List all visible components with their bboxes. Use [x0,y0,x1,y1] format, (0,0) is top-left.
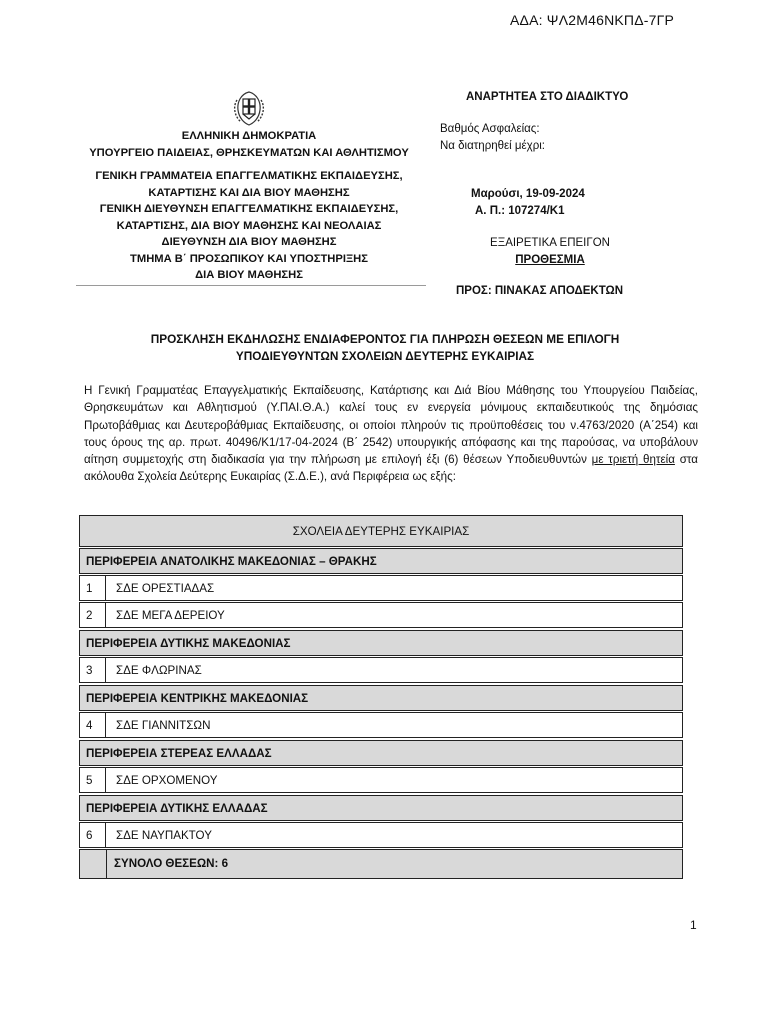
row-number: 2 [80,603,106,627]
dept-line: ΓΕΝΙΚΗ ΓΡΑΜΜΑΤΕΙΑ ΕΠΑΓΓΕΛΜΑΤΙΚΗΣ ΕΚΠΑΙΔΕΥΣΗΣ, [95,170,403,182]
region-row: ΠΕΡΙΦΕΡΕΙΑ ΣΤΕΡΕΑΣ ΕΛΛΑΔΑΣ [79,740,683,766]
title-line: ΥΠΟΔΙΕΥΘΥΝΤΩΝ ΣΧΟΛΕΙΩΝ ΔΕΥΤΕΡΗΣ ΕΥΚΑΙΡΙΑΣ [235,349,535,363]
row-number: 5 [80,768,106,792]
greek-emblem-icon [229,88,269,128]
security-block [440,121,545,154]
place-date: Μαρούσι, 19-09-2024 [471,188,585,200]
school-name: ΣΔΕ ΟΡΧΟΜΕΝΟΥ [116,774,218,787]
row-number: 3 [80,658,106,682]
region-row: ΠΕΡΙΦΕΡΕΙΑ ΚΕΝΤΡΙΚΗΣ ΜΑΚΕΔΟΝΙΑΣ [79,685,683,711]
row-number: 1 [80,576,106,600]
body-text-part: Η Γενική Γραμματέας Επαγγελματικής Εκπαίδευσης, Κατάρτισης και Διά Βίου Μάθησης του Υπουργείου Παιδείας, Θρησκευμάτων και Αθλητισμού (Υ.ΠΑΙ.Θ.Α.) καλεί τους εν ενεργεία μόνιμους εκπαιδευτικούς της δημόσιας Πρωτοβάθμιας και Δευτεροβάθμιας Εκπαίδευσης, οι οποίοι πληρούν τις προϋποθέσεις του ν.4763/2020 (Α΄254) και τους όρους της αρ. πρωτ. 40496/Κ1/17-04-2024 (Β΄ 2542) υπουργικής απόφασης και της παρούσας, να υποβάλουν αίτηση συμμετοχής στη διαδικασία για την πλήρωση με επιλογή έξι (6) θέσεων Υποδιευθυντών [84,384,698,467]
dept-line: ΔΙΑ ΒΙΟΥ ΜΑΘΗΣΗΣ [195,269,303,281]
dept-line: ΚΑΤΑΡΤΙΣΗΣ ΚΑΙ ΔΙΑ ΒΙΟΥ ΜΑΘΗΣΗΣ [148,186,350,199]
row-number: 4 [80,713,106,737]
total-positions: ΣΥΝΟΛΟ ΘΕΣΕΩΝ: 6 [114,857,229,870]
security-level-label: Βαθμός Ασφαλείας: [440,123,540,135]
keep-until-label: Να διατηρηθεί μέχρι: [440,139,545,152]
urgency-block [488,235,612,268]
table-row [79,822,683,848]
header-divider [76,285,426,286]
dept-line: ΓΕΝΙΚΗ ΔΙΕΥΘΥΝΣΗ ΕΠΑΓΓΕΛΜΑΤΙΚΗΣ ΕΚΠΑΙΔΕΥΣΗΣ, [99,203,399,215]
dept-line: ΚΑΤΑΡΤΙΣΗΣ, ΔΙΑ ΒΙΟΥ ΜΑΘΗΣΗΣ ΚΑΙ ΝΕΟΛΑΙΑΣ [116,219,382,232]
department-block [76,168,422,284]
ministry-title: ΥΠΟΥΡΓΕΙΟ ΠΑΙΔΕΙΑΣ, ΘΡΗΣΚΕΥΜΑΤΩΝ ΚΑΙ ΑΘΛΗΤΙΣΜΟΥ [89,146,409,159]
recipients-label: ΠΡΟΣ: ΠΙΝΑΚΑΣ ΑΠΟΔΕΚΤΩΝ [456,285,624,297]
ada-code: ΑΔΑ: ΨΛ2Μ46ΝΚΠΔ-7ΓΡ [510,12,675,28]
dept-line: ΤΜΗΜΑ Β΄ ΠΡΟΣΩΠΙΚΟΥ ΚΑΙ ΥΠΟΣΤΗΡΙΞΗΣ [130,252,368,265]
region-row: ΠΕΡΙΦΕΡΕΙΑ ΔΥΤΙΚΗΣ ΜΑΚΕΔΟΝΙΑΣ [79,630,683,656]
body-text-part: στα ακόλουθα Σχολεία Δεύτερης Ευκαιρίας (Σ.Δ.Ε.), ανά Περιφέρεια ως εξής: [84,453,698,484]
urgent-label: ΕΞΑΙΡΕΤΙΚΑ ΕΠΕΙΓΟΝ [490,237,610,249]
table-row [79,657,683,683]
total-row [79,849,683,879]
table-row [79,767,683,793]
region-row: ΠΕΡΙΦΕΡΕΙΑ ΑΝΑΤΟΛΙΚΗΣ ΜΑΚΕΔΟΝΙΑΣ – ΘΡΑΚΗΣ [79,548,683,574]
total-number-cell [80,850,107,878]
protocol-number: Α. Π.: 107274/Κ1 [475,204,565,217]
post-online-label: ΑΝΑΡΤΗΤΕΑ ΣΤΟ ΔΙΑΔΙΚΤΥΟ [466,91,629,103]
body-underlined-text: με τριετή θητεία [591,453,675,467]
deadline-label: ΠΡΟΘΕΣΜΙΑ [515,253,585,266]
school-name: ΣΔΕ ΝΑΥΠΑΚΤΟΥ [116,829,212,842]
region-row: ΠΕΡΙΦΕΡΕΙΑ ΔΥΤΙΚΗΣ ΕΛΛΑΔΑΣ [79,795,683,821]
school-name: ΣΔΕ ΓΙΑΝΝΙΤΣΩΝ [116,719,211,732]
row-number: 6 [80,823,106,847]
table-row [79,575,683,601]
body-paragraph [84,382,698,486]
date-protocol-block [471,186,585,219]
table-row [79,712,683,738]
dept-line: ΔΙΕΥΘΥΝΣΗ ΔΙΑ ΒΙΟΥ ΜΑΘΗΣΗΣ [161,236,337,248]
title-line: ΠΡΟΣΚΛΗΣΗ ΕΚΔΗΛΩΣΗΣ ΕΝΔΙΑΦΕΡΟΝΤΟΣ ΓΙΑ ΠΛΗΡΩΣΗ ΘΕΣΕΩΝ ΜΕ ΕΠΙΛΟΓΗ [150,332,620,346]
page-number: 1 [690,918,697,932]
table-title: ΣΧΟΛΕΙΑ ΔΕΥΤΕΡΗΣ ΕΥΚΑΙΡΙΑΣ [79,515,683,547]
school-name: ΣΔΕ ΜΕΓΑ ΔΕΡΕΙΟΥ [116,609,225,622]
document-title [90,331,680,365]
republic-title: ΕΛΛΗΝΙΚΗ ΔΗΜΟΚΡΑΤΙΑ [181,130,317,142]
school-name: ΣΔΕ ΟΡΕΣΤΙΑΔΑΣ [116,582,215,595]
school-name: ΣΔΕ ΦΛΩΡΙΝΑΣ [116,664,202,677]
issuer-header [76,128,422,161]
table-row [79,602,683,628]
